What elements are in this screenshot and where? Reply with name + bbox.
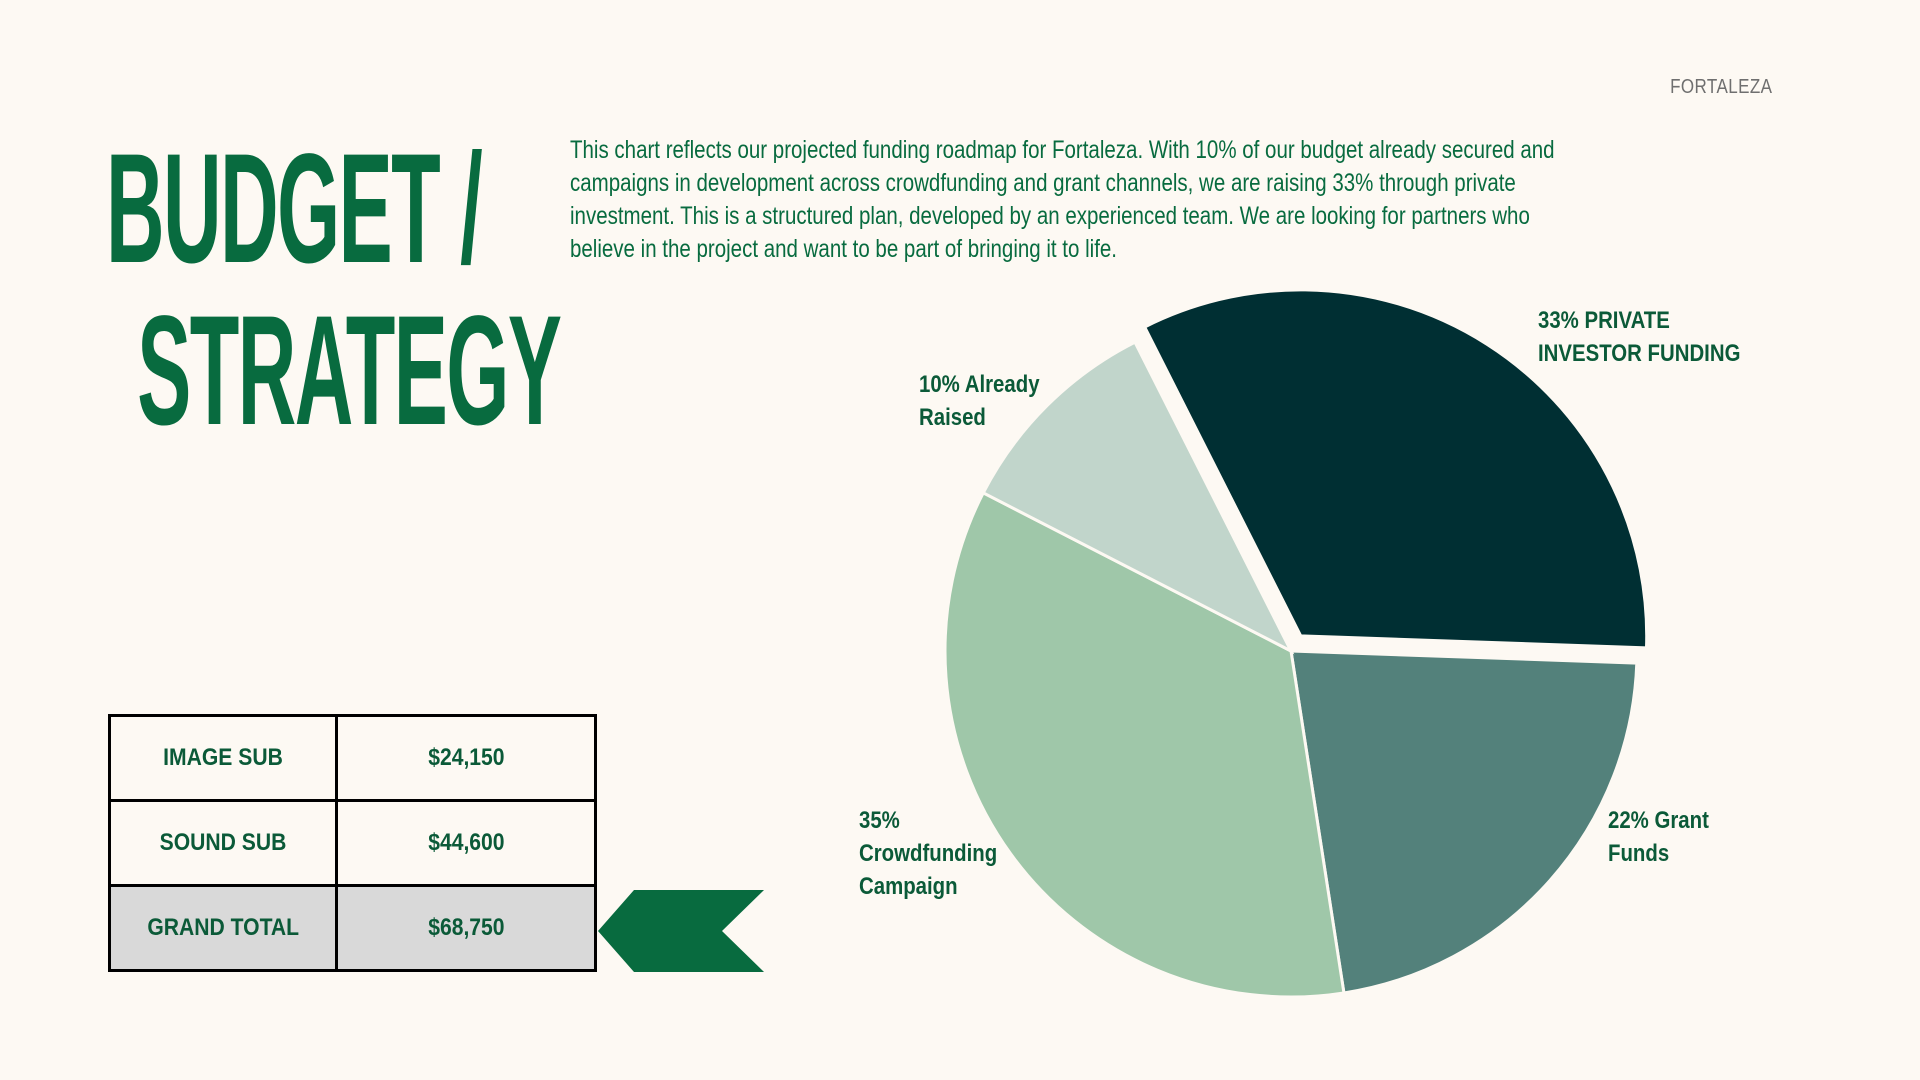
pie-slice [1291,651,1637,993]
table-cell-value: $44,600 [337,801,596,886]
table-cell-value: $24,150 [337,716,596,801]
grand-total-label: GRAND TOTAL [110,886,337,971]
grand-total-value: $68,750 [337,886,596,971]
pie-slice-label: 35% Crowdfunding Campaign [859,806,998,900]
pie-slice-label: 22% Grant Funds [1608,806,1709,867]
chart-description: This chart reflects our projected funding roadmap for Fortaleza. With 10% of our budget already secured and campaigns in development across crowdfunding and grant channels, we are raising 33% through private investment. This is a structured plan, developed by an experienced team. We are looking for partners who believe in the project and want to be part of bringing it to life. [570,136,1555,263]
table-cell-label: IMAGE SUB [110,716,337,801]
pie-slices [945,290,1647,997]
brand-name: FORTALEZA [1669,76,1772,98]
page-title-line-1: BUDGET / [106,122,482,296]
pie-slice-label: 10% Already Raised [919,370,1040,431]
page-title-line-2: STRATEGY [137,284,561,458]
pie-slice-label: 33% PRIVATE INVESTOR FUNDING [1538,306,1741,367]
table-cell-label: SOUND SUB [110,801,337,886]
